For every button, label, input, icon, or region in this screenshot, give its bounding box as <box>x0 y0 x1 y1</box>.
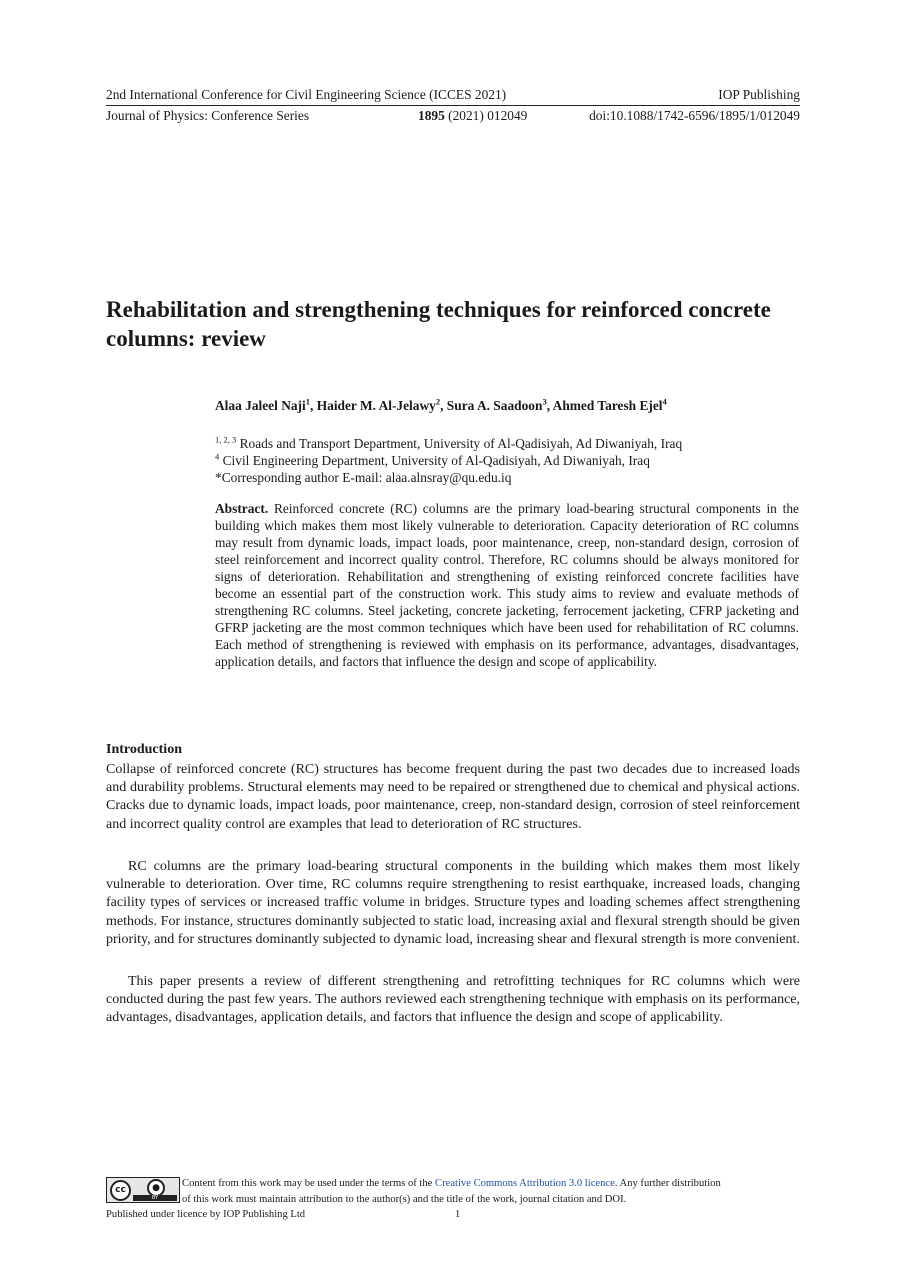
license-line-1 <box>182 1176 802 1191</box>
abstract <box>215 500 799 670</box>
affiliation-sup: 4 <box>215 451 220 462</box>
running-header-bottom <box>106 107 800 125</box>
by-label: BY <box>133 1195 177 1201</box>
corresponding-author <box>215 469 805 486</box>
author-sup: 3 <box>542 396 547 407</box>
affiliation-sup: 1, 2, 3 <box>215 434 237 445</box>
affiliation-text: Civil Engineering Department, University of Al-Qadisiyah, Ad Diwaniyah, Iraq <box>219 453 650 468</box>
published-under: Published under licence by IOP Publishing Ltd <box>106 1209 306 1220</box>
author-list: Alaa Jaleel Naji$^1$, Haider M. Al-Jelawy$^2$, Sura A. Saadoon$^3$, Ahmed Taresh Ejel$^4$ <box>215 396 667 413</box>
paragraph: Collapse of reinforced concrete (RC) structures has become frequent during the past two decades due to increased loads and durability problems. Structural elements may need to be repaired or strengthened due to chemical and physical actions. Cracks due to dynamic loads, impact loads, poor maintenance, creep, non-standard design, corrosion of steel reinforcement and incorrect quality control are examples that lead to deterioration of RC structures. <box>106 762 800 832</box>
citation <box>418 107 527 125</box>
paragraph: RC columns are the primary load-bearing structural components in the building which makes them most likely vulnerable to deterioration. Over time, RC columns require strengthening to resist earthquake, increased loads, changing facility types of services or increased traffic volume in bridges. Structure types and loading schemes affect strengthening methods. For instance, structures dominantly subjected to static load, increasing axial and flexural strength should be given priority, and for structures dominantly subjected to dynamic load, increasing shear and flexural strength is more convenient. <box>106 859 800 947</box>
affiliation-text: Roads and Transport Department, University of Al-Qadisiyah, Ad Diwaniyah, Iraq <box>236 436 683 451</box>
author-name: Haider M. Al-Jelawy <box>316 398 436 413</box>
license-pre: Content from this work may be used under the terms of the <box>182 1178 436 1189</box>
paragraph: This paper presents a review of different strengthening and retrofitting techniques for RC columns which were conducted during the past few years. The authors reviewed each strengthening technique with emphasis on its performance, advantages, disadvantages, application details, and factors that influence the design and scope of applicability. <box>106 974 800 1026</box>
author-name: Sura A. Saadoon <box>446 398 543 413</box>
journal-name: Journal of Physics: Conference Series <box>106 108 310 123</box>
license-post: . Any further distribution <box>614 1178 721 1189</box>
cc-by-license-icon[interactable] <box>106 1177 180 1203</box>
publisher-name: IOP Publishing <box>718 87 800 102</box>
affiliation <box>215 452 805 469</box>
license-link[interactable]: Creative Commons Attribution 3.0 licence <box>435 1178 615 1189</box>
affiliation-text: *Corresponding author E-mail: alaa.alnsray@qu.edu.iq <box>215 470 512 485</box>
attribution-person-icon: ● <box>147 1179 165 1197</box>
page-number: 1 <box>455 1209 461 1220</box>
paper-title: Rehabilitation and strengthening techniques for reinforced concrete columns: review <box>106 297 771 351</box>
running-header-top <box>106 86 800 106</box>
conference-name: 2nd International Conference for Civil Engineering Science (ICCES 2021) <box>106 87 507 102</box>
author-name: Alaa Jaleel Naji <box>215 398 306 413</box>
license-line-2: of this work must maintain attribution to the author(s) and the title of the work, journal citation and DOI. <box>182 1194 627 1205</box>
affiliation <box>215 435 805 452</box>
year-article: (2021) 012049 <box>448 108 528 123</box>
author-sup: 4 <box>662 396 667 407</box>
abstract-text: Reinforced concrete (RC) columns are the primary load-bearing structural components in the building which makes them most likely vulnerable to deterioration. Capacity deterioration of RC columns may result from dynamic loads, impact loads, poor maintenance, creep, non-standard design, corrosion of steel reinforcement and incorrect quality control. Therefore, RC columns should be always monitored for signs of deterioration. Rehabilitation and strengthening of existing reinforced concrete facilities have become an essential part of the construction work. This study aims to review and evaluate methods of strengthening RC columns. Steel jacketing, concrete jacketing, ferrocement jacketing, CFRP jacketing and GFRP jacketing are the most common techniques which have been used for rehabilitation of RC columns. Each method of strengthening is reviewed with emphasis on its performance, advantages, disadvantages, application details, and factors that influence the design and scope of applicability. <box>215 501 799 669</box>
section-heading: Introduction <box>106 742 182 757</box>
abstract-label: Abstract. <box>215 501 269 516</box>
volume: 1895 <box>418 108 445 123</box>
cc-icon: cc <box>110 1180 131 1201</box>
doi: doi:10.1088/1742-6596/1895/1/012049 <box>589 108 800 123</box>
author-sup: 1 <box>305 396 310 407</box>
author-name: Ahmed Taresh Ejel <box>552 398 663 413</box>
author-sup: 2 <box>435 396 441 407</box>
